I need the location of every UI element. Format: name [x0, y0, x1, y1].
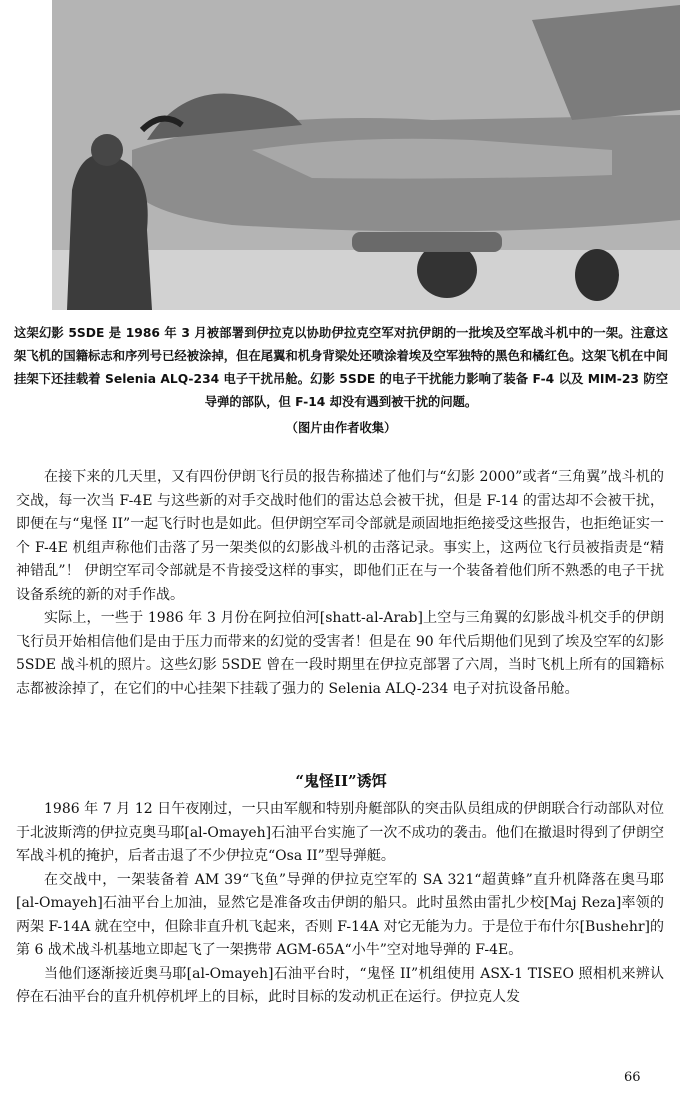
paragraph: 在接下来的几天里，又有四份伊朗飞行员的报告称描述了他们与“幻影 2000”或者“三角翼”战斗机的交战，每一次当 F-4E 与这些新的对手交战时他们的雷达总会被干扰，但是 F-14 的雷达却不会被干扰，即便在与“鬼怪 II”一起飞行时也是如此。但伊朗空军司令部就是顽固地拒绝接受这些报告，也拒绝证实一个 F-4E 机组声称他们击落了另一架类似的幻影战斗机的击落记录。事实上，这两位飞行员被指责是“精神错乱”！ 伊朗空军司令部就是不肯接受这样的事实，即他们正在与一个装备着他们所不熟悉的电子干扰设备系统的新的对手作战。	[16, 469, 664, 603]
aircraft-photo	[52, 0, 680, 310]
paragraph: 在交战中，一架装备着 AM 39“飞鱼”导弹的伊拉克空军的 SA 321“超黄蜂”直升机降落在奥马耶[al-Omayeh]石油平台上加油，显然它是准备攻击伊朗的船只。此时虽然由雷扎少校[Maj Reza]率领的两架 F-14A 就在空中，但除非直升机飞起来，否则 F-14A 对它无能为力。于是位于布什尔[Bushehr]的第 6 战术战斗机基地立即起飞了一架携带 AGM-65A“小牛”空对地导弹的 F-4E。	[16, 871, 664, 958]
body-text-upper	[16, 466, 664, 701]
paragraph: 实际上，一些于 1986 年 3 月份在阿拉伯河[shatt-al-Arab]上空与三角翼的幻影战斗机交手的伊朗飞行员开始相信他们是由于压力而带来的幻觉的受害者！但是在 90 年代后期他们见到了埃及空军的幻影 5SDE 战斗机的照片。这些幻影 5SDE 曾在一段时期里在伊拉克部署了六周，当时飞机上所有的国籍标志都被涂掉了，在它们的中心挂架下挂载了强力的 Selenia ALQ-234 电子对抗设备吊舱。	[16, 610, 664, 697]
paragraph: 当他们逐渐接近奥马耶[al-Omayeh]石油平台时，“鬼怪 II”机组使用 ASX-1 TISEO 照相机来辨认停在石油平台的直升机停机坪上的目标，此时目标的发动机正在运行。伊拉克人发	[16, 965, 664, 1005]
photo-credit: （图片由作者收集）	[285, 421, 397, 435]
page-number: 66	[624, 1070, 641, 1085]
mirage-5sde-photo-illustration	[52, 0, 680, 310]
paragraph: 1986 年 7 月 12 日午夜刚过，一只由军舰和特别舟艇部队的突击队员组成的伊朗联合行动部队对位于北波斯湾的伊拉克奥马耶[al-Omayeh]石油平台实施了一次不成功的袭击。他们在撤退时得到了伊朗空军战斗机的掩护，后者击退了不少伊拉克“Osa II”型导弹艇。	[16, 801, 664, 864]
section-heading: “鬼怪II”诱饵	[295, 772, 387, 790]
photo-caption: 这架幻影 5SDE 是 1986 年 3 月被部署到伊拉克以协助伊拉克空军对抗伊朗的一批埃及空军战斗机中的一架。注意这架飞机的国籍标志和序列号已经被涂掉，但在尾翼和机身背梁处还喷涂着埃及空军独特的黑色和橘红色。这架飞机在中间挂架下还挂载着 Selenia ALQ-234 电子干扰吊舱。幻影 5SDE 的电子干扰能力影响了装备 F-4 以及 MIM-23 防空导弹的部队，但 F-14 却没有遇到被干扰的问题。	[14, 326, 668, 409]
body-text-lower	[16, 798, 664, 1010]
